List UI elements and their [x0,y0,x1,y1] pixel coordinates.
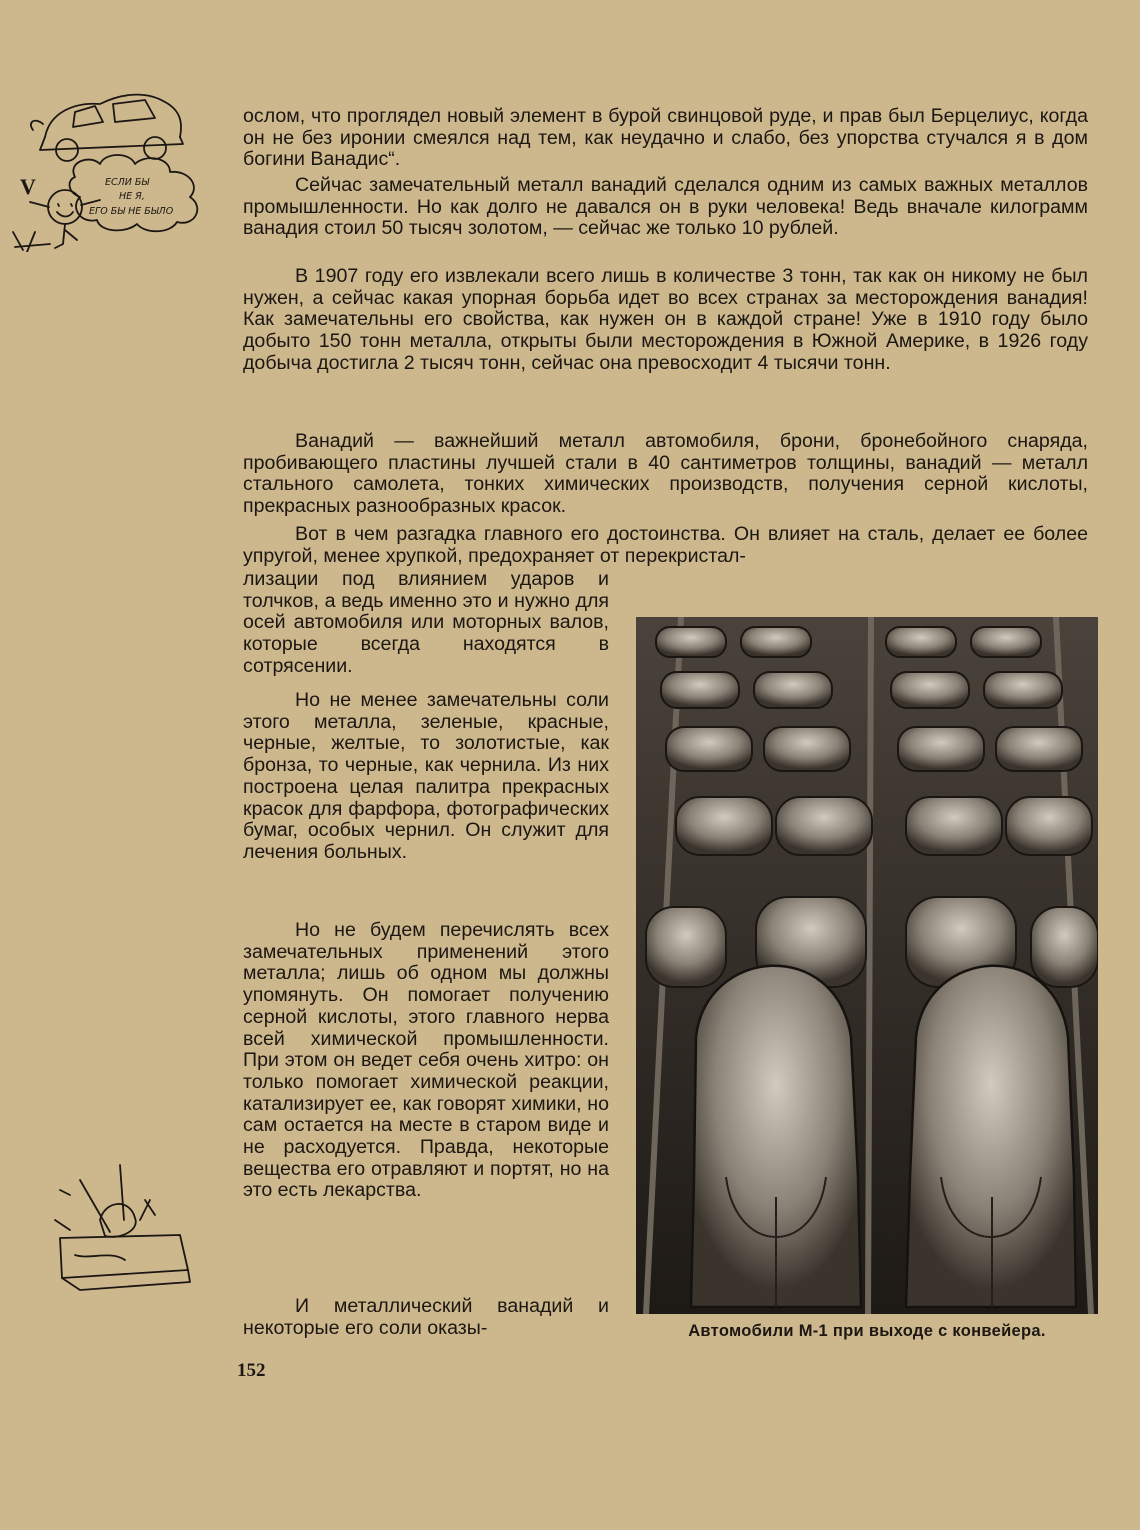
car-v-character-doodle [5,82,230,252]
speech-line-2: НЕ Я, [119,191,145,202]
page-number: 152 [237,1360,266,1381]
paragraph-6: Но не менее замечательны соли этого металла, зеленые, красные, черные, желтые, то золотистые, как бронза, то черные, как чернила. Из них построена целая палитра прекрасных красок для фарфора, фотографических бумаг, особых чернил. Он служит для лечения больных. [243,689,609,863]
paragraph-3: В 1907 году его извлекали всего лишь в количестве 3 тонн, так как он никому не был нужен, а сейчас какая упорная борьба идет во всех странах за месторождения ванадия! Как замечательны его свойства, как нужен он в каждой стране! Уже в 1910 году было добыто 150 тонн металла, открыты были месторождения в Южной Америке, в 1926 году добыча достигла 2 тысяч тонн, сейчас она превосходит 4 тысячи тонн. [243,265,1088,374]
paragraph-1: ослом, что проглядел новый элемент в бурой свинцовой руде, и прав был Берцелиус, когда он не без иронии смеялся над тем, как неудачно и слабо, без упорства стучался я в дом богини Ванадис“. [243,105,1088,171]
speech-line-1: ЕСЛИ БЫ [105,177,150,188]
paragraph-8: И металлический ванадий и некоторые его соли оказы- [243,1295,609,1339]
paragraph-5: Вот в чем разгадка главного его достоинства. Он влияет на сталь, делает ее более упругой, менее хрупкой, предохраняет от перекристал- [243,523,1088,567]
cars-illustration [636,617,1098,1314]
mining-rock-doodle [50,1160,200,1300]
cars-photo [636,617,1098,1314]
paragraph-5-continued: лизации под влиянием ударов и толчков, а ведь именно это и нужно для осей автомобиля или моторных валов, которые всегда находятся в сотрясении. [243,568,609,677]
speech-line-3: ЕГО БЫ НЕ БЫЛО [89,206,174,217]
photo-caption: Автомобили М-1 при выходе с конвейера. [688,1322,1046,1340]
paragraph-7: Но не будем перечислять всех замечательных применений этого металла; лишь об одном мы должны упомянуть. Он помогает получению серной кислоты, этого главного нерва всей химической промышленности. При этом он ведет себя очень хитро: он только помогает химической реакции, катализирует ее, как говорят химики, но сам остается на месте в старом виде и не расходуется. Правда, некоторые вещества его отравляют и портят, но на это есть лекарства. [243,919,609,1202]
v-letter: V [20,174,36,199]
paragraph-2: Сейчас замечательный металл ванадий сделался одним из самых важных металлов промышленности. Но как долго не давался он в руки человека! Ведь вначале килограмм ванадия стоил 50 тысяч золотом, — сейчас же только 10 рублей. [243,174,1088,240]
paragraph-4: Ванадий — важнейший металл автомобиля, брони, бронебойного снаряда, пробивающего пластины лучшей стали в 40 сантиметров толщины, ванадий — металл стального самолета, тонких химических производств, получения серной кислоты, прекрасных разнообразных красок. [243,430,1088,518]
